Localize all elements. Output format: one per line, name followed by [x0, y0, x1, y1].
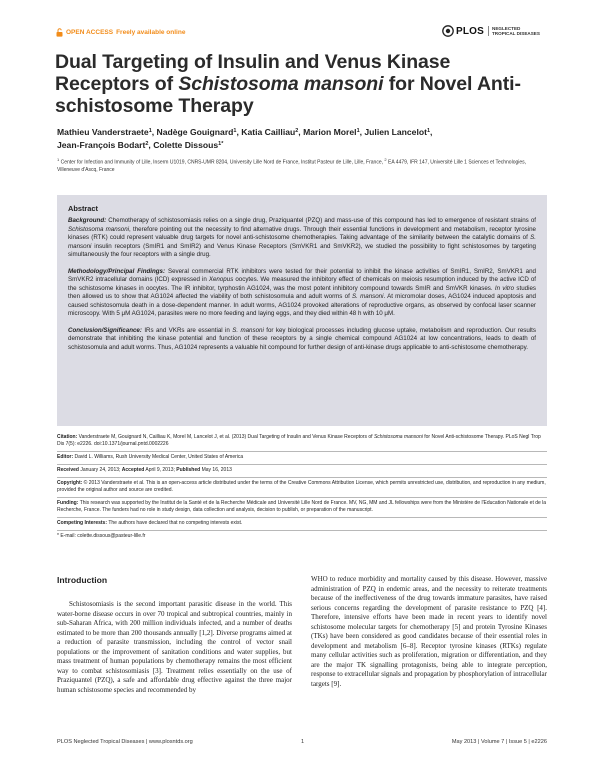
article-metadata	[57, 432, 547, 543]
journal-name	[488, 26, 546, 36]
open-access-badge	[56, 28, 185, 37]
article-title	[55, 51, 550, 117]
journal-name-line1: NEGLECTED	[492, 26, 521, 31]
page-number: 1	[301, 739, 305, 745]
abstract-heading: Abstract	[68, 204, 98, 213]
funding: Funding: This research was supported by the Institut de la Santé et de la Recherche Médicale and Université Lille Nord de France. MV, NG, MM and JL fellowships were from the Ministère de l'Education Nationale et de la Recherche, France. The funders had no role in study design, data collection and analysis, decision to publish, or preparation of the manuscript.	[57, 498, 547, 518]
title-part1: Dual Targeting of Insulin and Venus Kinase Receptors of	[55, 51, 451, 95]
open-access-label: OPEN ACCESS	[66, 29, 114, 36]
abstract-background: Background: Chemotherapy of schistosomiasis relies on a single drug, Praziquantel (PZQ) and mass-use of this compound has led to emergence of resistant strains of Schistosoma mansoni, therefore pointing out the necessity to find alternative drugs. Through their essential functions in development and metabolism, receptor tyrosine kinases (RTK) could represent valuable drug targets for novel anti-schistosome chemotherapies. Taking advantage of the similarity between the catalytic domains of S. mansoni insulin receptors (SmIR1 and SmIR2) and Venus Kinase Receptors (SmVKR1 and SmVKR2), we studied the possibility to fight schistosomes by targeting simultaneously the four receptors with a single drug.	[68, 217, 536, 258]
abstract-box	[57, 195, 547, 426]
author: Jean-François Bodart$^2$,	[57, 140, 154, 150]
title-part2: for Novel Anti-schistosome Therapy	[55, 73, 521, 117]
editor: Editor: David L. Williams, Rush University Medical Center, United States of America	[57, 452, 547, 465]
title-italic: Schistosoma mansoni	[178, 73, 384, 95]
journal-header	[56, 25, 546, 40]
plos-logo-icon	[442, 25, 454, 37]
open-lock-icon	[56, 28, 63, 37]
plos-logo	[442, 25, 546, 37]
publisher-name: PLOS	[455, 25, 484, 37]
author: Nadège Gouignard$^1$,	[156, 127, 242, 137]
author: Mathieu Vanderstraete$^1$,	[57, 127, 157, 137]
abstract-conclusion: Conclusion/Significance: IRs and VKRs are essential in S. mansoni for key biological processes including glucose uptake, metabolism and reproduction. Our results demonstrate that inhibiting the kinase potential and function of these receptors by a single chemical compound AG1024 at low concentrations, leads to death of schistosomula and adult worms. Thus, AG1024 represents a valuable hit compound for further design of anti-kinase drugs applicable to anti-schistosome chemotherapy.	[68, 326, 536, 351]
page-footer	[57, 739, 547, 749]
freely-available-label: Freely available online	[116, 29, 186, 36]
author: Marion Morel$^1$,	[303, 127, 365, 137]
affiliations: $^1$ Center for Infection and Immunity of Lille, Inserm U1019, CNRS-UMR 8204, University Lille Nord de France, Institut Pasteur de Lille, Lille, France, $^2$ EA 4479, IFR 147, Université Lille 1 Sciences et Technologies, Villeneuve d'Ascq, France	[57, 157, 527, 174]
author: Colette Dissous$^{1*}$	[153, 140, 224, 150]
author: Julien Lancelot$^1$,	[364, 127, 433, 137]
competing-interests: Competing Interests: The authors have declared that no competing interests exist.	[57, 518, 547, 531]
author-list	[57, 126, 547, 152]
footer-journal: PLOS Neglected Tropical Diseases | www.plosntds.org	[57, 739, 193, 745]
journal-name-line2: TROPICAL DISEASES	[492, 31, 540, 36]
introduction-heading: Introduction	[57, 575, 108, 585]
dates: Received January 24, 2013; Accepted April 9, 2013; Published May 16, 2013	[57, 465, 547, 478]
abstract-methods: Methodology/Principal Findings: Several commercial RTK inhibitors were tested for their potential to inhibit the kinase activities of SmIR1, SmIR2, SmVKR1 and SmVKR2 intracellular domains (ICD) expressed in Xenopus oocytes. We measured the inhibitory effect of chemicals on meiosis resumption induced by the active ICD of the schistosome kinases in oocytes. The IR inhibitor, tyrphostin AG1024, was the most potent inhibitory compound towards SmIR and SmVKR kinases. In vitro studies then allowed us to show that AG1024 affected the viability of both schistosomula and adult worms of S. mansoni. At micromolar doses, AG1024 induced apoptosis and caused schistosomula death in a dose-dependent manner. In adult worms, AG1024 provoked alterations of reproductive organs, as observed by confocal laser scanner microscopy. With 5 μM AG1024, parasites were no more feeding and laying eggs, and they died within 48 h with 10 μM.	[68, 267, 536, 317]
citation: Citation: Vanderstraete M, Gouignard N, Cailliau K, Morel M, Lancelot J, et al. (2013) Dual Targeting of Insulin and Venus Kinase Receptors of Schistosoma mansoni for Novel Anti-schistosome Therapy. PLoS Negl Trop Dis 7(5): e2226. doi:10.1371/journal.pntd.0002226	[57, 432, 547, 452]
body-right-column: WHO to reduce morbidity and mortality caused by this disease. However, massive administration of PZQ in endemic areas, and the necessity to reiterate treatments because of the ineffectiveness of the drug towards immature parasites, have raised serious concerns regarding the development of parasite resistance to PZQ [4]. Therefore, intensive efforts have been made in recent years to identify novel schistosome molecular targets for chemotherapy [5] and protein Tyrosine Kinases (TKs) have been considered as good candidates because of their essential roles in development and metabolism [6–8]. Receptor tyrosine kinases (RTKs) regulate many cellular activities such as proliferation, migration or differentiation, and they are the major TK signalling protagonists, being able to integrate perception, response to extracellular signals and propagation by phosphorylation of intracellular targets [9].	[311, 575, 547, 688]
copyright: Copyright: © 2013 Vanderstraete et al. This is an open-access article distributed under the terms of the Creative Commons Attribution License, which permits unrestricted use, distribution, and reproduction in any medium, provided the original author and source are credited.	[57, 478, 547, 498]
author: Katia Cailliau$^2$,	[241, 127, 304, 137]
body-left-column: Schistosomiasis is the second important parasitic disease in the world. This water-borne disease occurs in over 70 tropical and subtropical countries, mainly in sub-Saharan Africa, with 200 million individuals infected, and a number of deaths estimated to be more than 200 thousands annually [1,2]. Diverse programs aimed at a reduction of parasite transmission, including the control of vector snail populations or the improvement of sanitation conditions and water supplies, but mass treatment of human populations by chemotherapy remains the most efficient way to combat schistosomiasis [3]. Treatment relies essentially on the use of Praziquantel (PZQ), a safe and affordable drug effective against the three major human schistosome species and recommended by	[57, 600, 292, 694]
footer-issue: May 2013 | Volume 7 | Issue 5 | e2226	[451, 739, 547, 745]
corresponding-email: * E-mail: colette.dissous@pasteur-lille.fr	[57, 533, 146, 539]
